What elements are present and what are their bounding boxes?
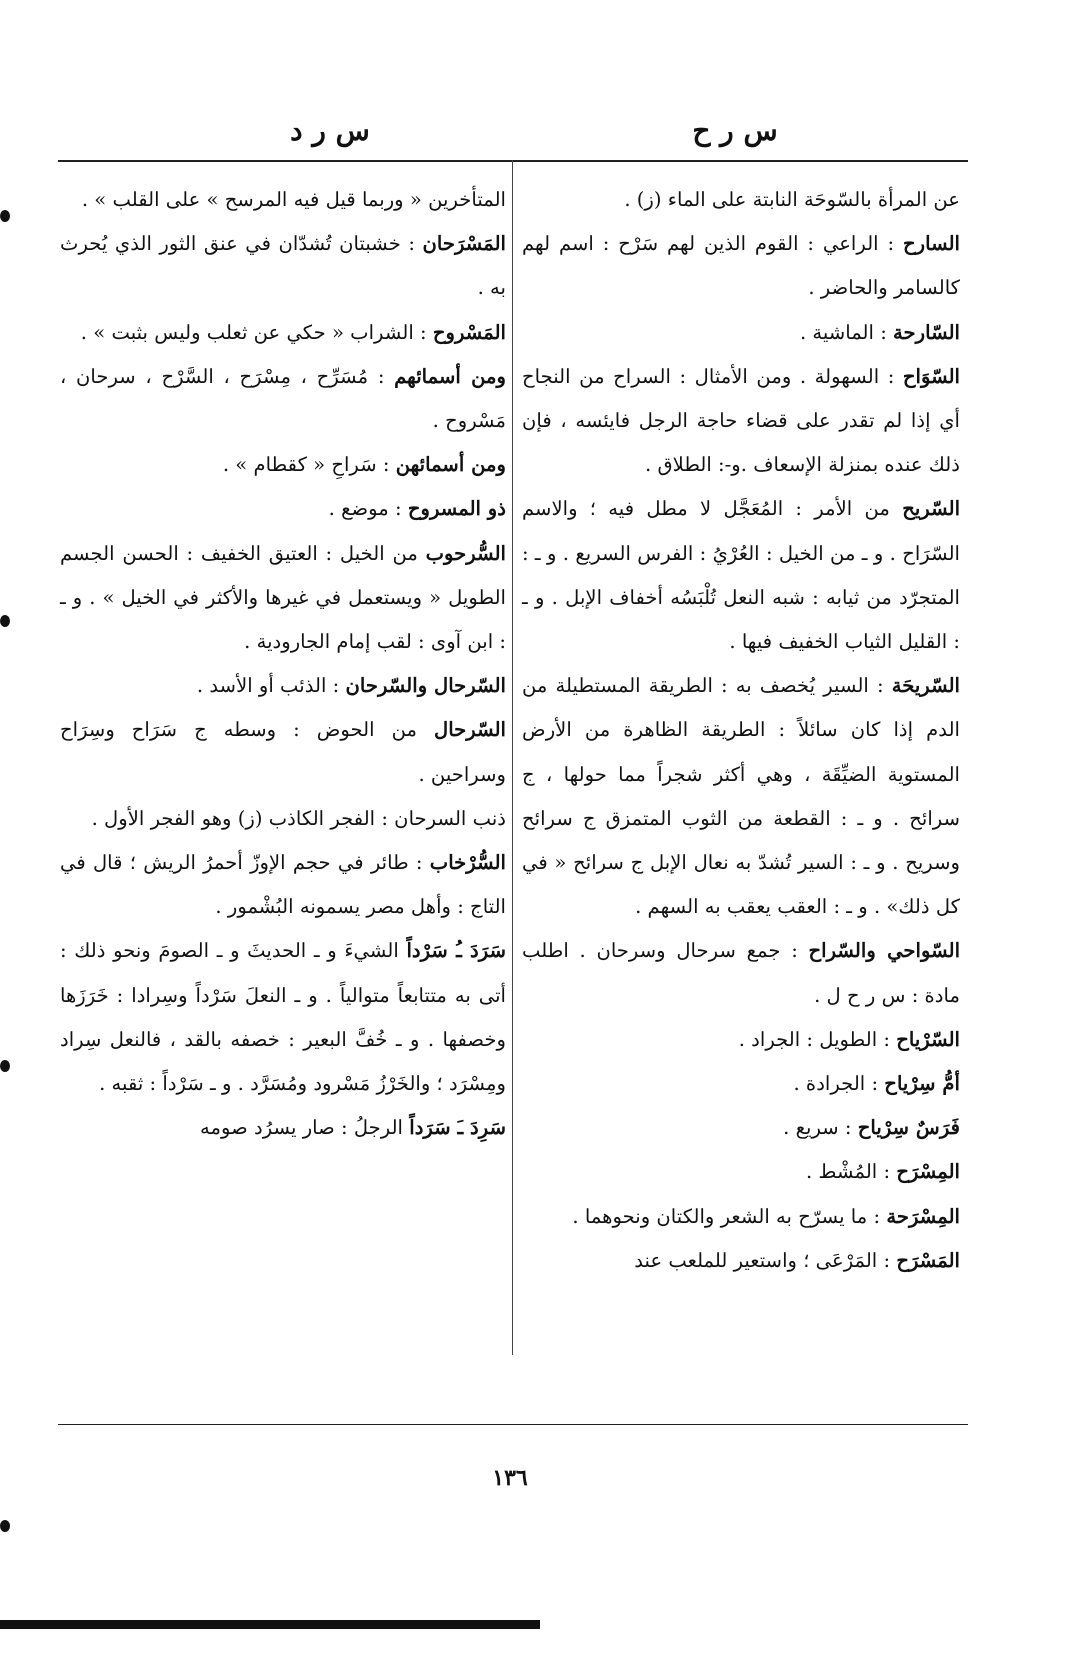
- entry: [522, 929, 960, 1017]
- entry-text: الرجلُ : صار يسرُد صومه: [200, 1116, 404, 1140]
- entry: [60, 797, 506, 841]
- entry-text: : مُسَرِّح ، مِسْرَح ، السَّرْح ، سرحان ، مَسْروح .: [60, 364, 506, 433]
- entry-text: : الطويل : الجراد .: [738, 1027, 890, 1051]
- entry-text: : سريع .: [783, 1116, 852, 1140]
- footer-rule: [58, 1424, 968, 1425]
- headword: السّرْياح: [896, 1027, 960, 1051]
- entry: [60, 311, 506, 355]
- running-header-right: س ر ح: [692, 114, 778, 147]
- entry-text: : جمع سرحال وسرحان . اطلب مادة : س ر ح ل .: [522, 939, 960, 1007]
- entry-text: : ما يسرّح به الشعر والكتان ونحوهما .: [572, 1204, 881, 1228]
- entry-text: : الشراب « حكي عن ثعلب وليس بثبت » .: [80, 320, 427, 344]
- column-divider: [512, 160, 513, 1355]
- headword: السّواحي والسّراح: [808, 939, 961, 963]
- entry: [522, 1239, 960, 1283]
- entry-text: من الخيل : العتيق الخفيف : الحسن الجسم الطويل « ويستعمل في غيرها والأكثر في الخيل » . و ـ : ابن آوى : لقب إمام الجارودية .: [60, 541, 506, 654]
- entry: [522, 222, 960, 310]
- headword: المَسْرَح: [896, 1248, 960, 1272]
- entry: [60, 929, 506, 1106]
- entry: [60, 1106, 506, 1150]
- headword: ومن أسمائهن: [395, 453, 506, 477]
- margin-mark: [0, 1060, 10, 1072]
- running-header-left: س ر د: [290, 114, 370, 147]
- entry: [522, 664, 960, 929]
- entry-text: : الماشية .: [799, 320, 887, 344]
- headword: السُّرحوب: [425, 541, 506, 565]
- entry: [522, 1106, 960, 1150]
- page-number: ١٣٦: [492, 1465, 528, 1491]
- entry: [60, 443, 506, 487]
- entry: [522, 1195, 960, 1239]
- entry-text: : المَرْعَى ؛ واستعير للملعب عند: [634, 1248, 891, 1272]
- entry: [60, 178, 506, 222]
- entry: [522, 487, 960, 664]
- headword: أمُّ سِرْياح: [884, 1072, 960, 1096]
- headword: السّرحال: [433, 718, 506, 742]
- headword: سَرِدَ ـَ سَرَداً: [409, 1116, 506, 1140]
- entry-text: المتأخرين « وربما قيل فيه المرسح » على القلب » .: [81, 188, 506, 211]
- headword: سَرَدَ ـُ سَرْداً: [406, 939, 506, 963]
- entry: [522, 311, 960, 355]
- entry-text: : الجرادة .: [793, 1072, 879, 1096]
- entry: [60, 841, 506, 929]
- headword: السارح: [903, 232, 960, 256]
- entry: [522, 178, 960, 222]
- entry-text: : طائر في حجم الإوزّ أحمرُ الريش ؛ قال في التاج : وأهل مصر يسمونه البُشْمور .: [60, 851, 506, 919]
- entry: [60, 355, 506, 443]
- entry-text: عن المرأة بالسّوحَة النابتة على الماء (ز) .: [624, 188, 960, 211]
- entry: [60, 222, 506, 310]
- entry-text: : الراعي : القوم الذين لهم سَرْح : اسم لهم كالسامر والحاضر .: [522, 232, 960, 300]
- entry-text: من الأمر : المُعَجَّل لا مطل فيه ؛ والاسم السّرَاح . و ـ من الخيل : العُرْيُ : الفرس السريع . و ـ : المتجرّد من ثيابه : شبه النعل تُلْبَسُه أخفاف الإبل . و ـ : القليل الثياب الخفيف فيها .: [522, 497, 960, 654]
- right-column: [522, 178, 960, 1283]
- entry-text: : السير يُخصف به : الطريقة المستطيلة من الدم إذا كان سائلاً : الطريقة الظاهرة من الأرض المستوية الضيِّقَة ، وهي أكثر شجراً مما حولها ، ج سرائح . و ـ : القطعة من الثوب المتمزق ج سرائح وسريح . و ـ : السير تُشدّ به نعال الإبل ج سرائح « في كل ذلك» . و ـ : العقب يعقب به السهم .: [522, 674, 960, 919]
- entry-text: ذنب السرحان : الفجر الكاذب (ز) وهو الفجر الأول .: [91, 806, 506, 830]
- margin-mark: [0, 210, 10, 222]
- headword: السّارحة: [893, 320, 960, 344]
- headword: السّوَاح: [902, 364, 960, 388]
- entry-text: : سَراحِ « كقطام » .: [222, 453, 390, 477]
- entry-text: : المُشْط .: [805, 1160, 891, 1184]
- entry: [522, 1062, 960, 1106]
- margin-mark: [0, 1520, 10, 1532]
- headword: السّرحال والسّرحان: [345, 674, 506, 698]
- entry-text: الشيءَ و ـ الحديثَ و ـ الصومَ ونحو ذلك : أتى به متتابعاً متوالياً . و ـ النعلَ سَرْداً وسِرادا : خَرَزَها وخصفها . و ـ خُفَّ البعير : خصفه بالقد ، فالنعل سِراد ومِسْرَد ؛ والخَرْزُ مَسْرود ومُسَرَّد . و ـ سَرْداً : ثقبه .: [60, 939, 506, 1096]
- margin-mark: [0, 615, 10, 627]
- headword: المَسْروح: [432, 320, 506, 344]
- headword: فَرَسٌ سِرْياح: [857, 1116, 960, 1140]
- scan-edge-bar: [0, 1620, 540, 1629]
- headword: السّريح: [902, 497, 961, 521]
- entry: [60, 532, 506, 665]
- entry: [60, 708, 506, 796]
- headword: المِسْرَحة: [886, 1204, 960, 1228]
- entry-text: : خشبتان تُشدّان في عنق الثور الذي يُحرث به .: [60, 232, 506, 300]
- entry: [522, 1018, 960, 1062]
- headword: السُّرْخاب: [429, 851, 506, 875]
- header-rule: [58, 160, 968, 162]
- entry: [60, 487, 506, 531]
- entry-text: : موضع .: [328, 497, 402, 521]
- entry-text: : الذئب أو الأسد .: [196, 674, 340, 698]
- left-column: [60, 178, 506, 1150]
- headword: ومن أسمائهم: [394, 364, 506, 388]
- headword: ذو المسروح: [407, 497, 506, 521]
- entry: [522, 355, 960, 488]
- entry: [60, 664, 506, 708]
- entry-text: من الحوض : وسطه ج سَرَاح وسِرَاح وسراحين .: [60, 718, 506, 786]
- entry: [522, 1150, 960, 1194]
- headword: المَسْرَحان: [422, 232, 506, 256]
- headword: المِسْرَح: [896, 1160, 960, 1184]
- headword: السّريحَة: [891, 674, 960, 698]
- entry-text: : السهولة . ومن الأمثال : السراح من النجاح أي إذا لم تقدر على قضاء حاجة الرجل فايئسه ، فإن ذلك عنده بمنزلة الإسعاف .و-: الطلاق .: [522, 364, 960, 477]
